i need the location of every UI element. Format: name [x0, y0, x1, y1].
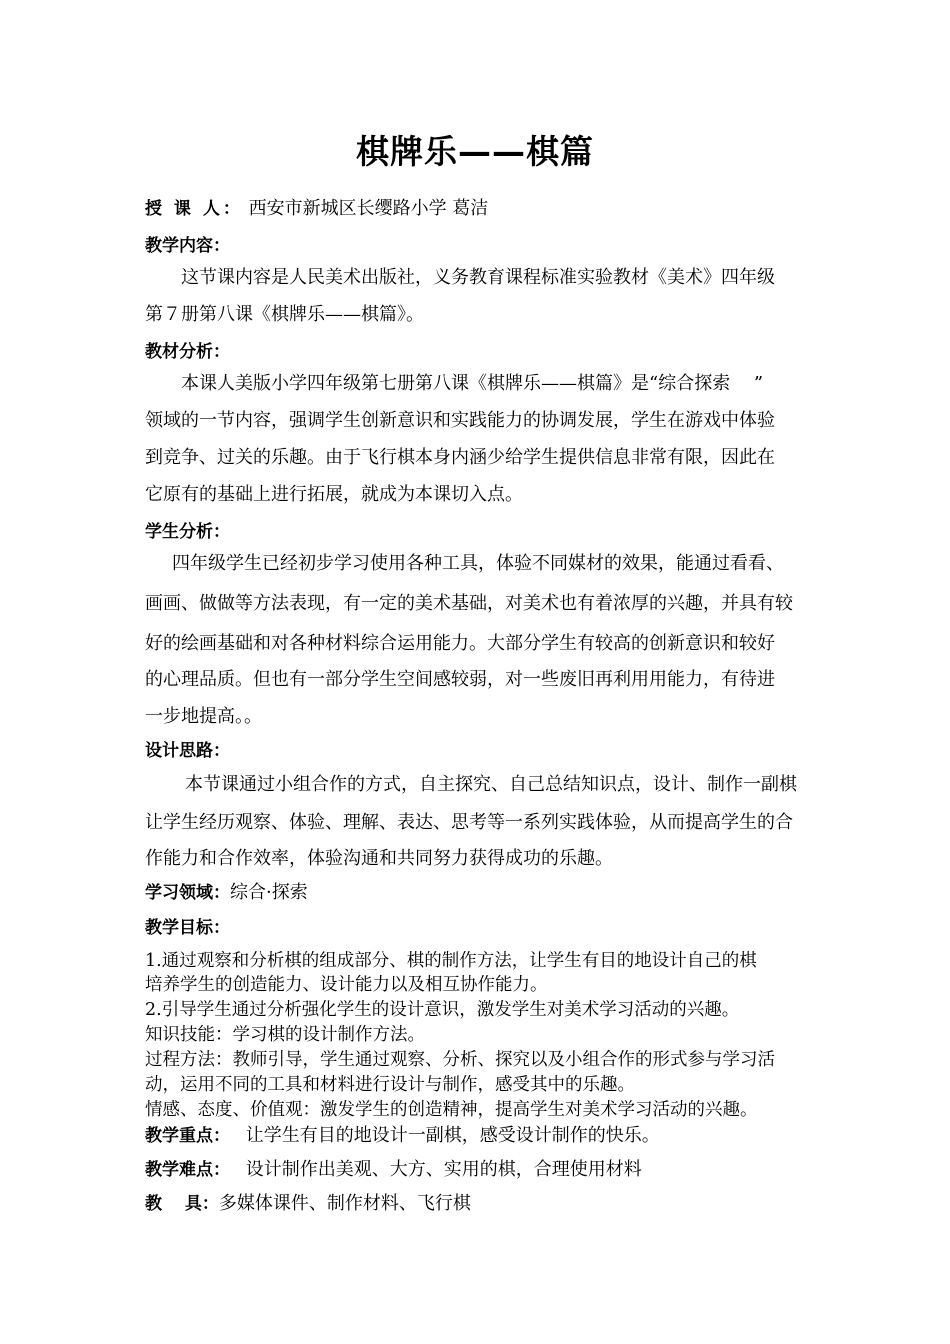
difficulty-label: 教学难点： [145, 1160, 230, 1180]
key-point-label: 教学重点： [145, 1126, 230, 1146]
material-line: 它原有的基础上进行拓展，就成为本课切入点。 [145, 484, 523, 505]
design-line: 作能力和合作效率，体验沟通和共同努力获得成功的乐趣。 [145, 848, 613, 869]
objective-line: 知识技能：学习棋的设计制作方法。 [145, 1025, 425, 1045]
objectives-heading [145, 913, 230, 938]
material-line: 到竞争、过关的乐趣。由于飞行棋本身内涵少给学生提供信息非常有限，因此在 [145, 447, 775, 468]
objective-line: 2.引导学生通过分析强化学生的设计意识，激发学生对美术学习活动的兴趣。 [145, 1000, 740, 1020]
student-line: 好的绘画基础和对各种材料综合运用能力。大部分学生有较高的创新意识和较好 [145, 633, 775, 654]
design-line: 本节课通过小组合作的方式，自主探究、自己总结知识点，设计、制作一副棋 [185, 774, 797, 795]
key-point-row [145, 1121, 660, 1147]
domain-row [145, 878, 308, 904]
material-line: 本课人美版小学四年级第七册第八课《棋牌乐——棋篇》是“综合探索 ” [181, 373, 764, 394]
content-line: 第７册第八课《棋牌乐——棋篇》。 [145, 304, 424, 325]
teacher-label: 授 课 人： [145, 199, 243, 219]
student-line: 画画、做做等方法表现，有一定的美术基础，对美术也有着浓厚的兴趣，并具有较 [145, 593, 793, 614]
student-line: 四年级学生已经初步学习使用各种工具，体验不同媒材的效果，能通过看看、 [172, 553, 784, 574]
tools-row [145, 1189, 471, 1215]
content-heading [145, 231, 230, 256]
material-label: 教材分析： [145, 342, 230, 362]
material-heading [145, 337, 230, 362]
design-heading [145, 736, 230, 761]
key-point-value: 让学生有目的地设计一副棋，感受设计制作的快乐。 [245, 1125, 660, 1146]
student-label: 学生分析： [145, 522, 230, 542]
objectives-label: 教学目标： [145, 918, 230, 938]
material-line: 领域的一节内容，强调学生创新意识和实践能力的协调发展，学生在游戏中体验 [145, 410, 775, 431]
tools-value: 多媒体课件、制作材料、飞行棋 [218, 1193, 471, 1214]
student-heading [145, 517, 230, 542]
student-line: 的心理品质。但也有一部分学生空间感较弱，对一些废旧再利用用能力，有待进 [145, 669, 775, 690]
domain-label: 学习领域： [145, 883, 230, 903]
objective-line: 动，运用不同的工具和材料进行设计与制作，感受其中的乐趣。 [145, 1075, 635, 1095]
teacher-value: 西安市新城区长缨路小学 葛洁 [248, 198, 489, 219]
content-line: 这节课内容是人民美术出版社，义务教育课程标准实验教材《美术》四年级 [181, 267, 775, 288]
design-label: 设计思路： [145, 741, 230, 761]
objective-line: 情感、态度、价值观：激发学生的创造精神，提高学生对美术学习活动的兴趣。 [145, 1100, 758, 1120]
difficulty-row [145, 1155, 642, 1181]
difficulty-value: 设计制作出美观、大方、实用的棋，合理使用材料 [245, 1159, 642, 1180]
content-label: 教学内容： [145, 236, 230, 256]
student-line: 一步地提高。。 [145, 706, 262, 727]
tools-label: 教 具： [145, 1194, 219, 1214]
page-title: 棋牌乐——棋篇 [356, 132, 594, 171]
design-line: 让学生经历观察、体验、理解、表达、思考等一系列实践体验，从而提高学生的合 [145, 812, 793, 833]
objective-line: 1.通过观察和分析棋的组成部分、棋的制作方法，让学生有目的地设计自己的棋 [145, 951, 757, 971]
teacher-row [145, 194, 488, 220]
objective-line: 过程方法：教师引导，学生通过观察、分析、探究以及小组合作的形式参与学习活 [145, 1050, 775, 1070]
domain-value: 综合·探索 [230, 882, 308, 903]
objective-line: 培养学生的创造能力、设计能力以及相互协作能力。 [145, 975, 548, 995]
